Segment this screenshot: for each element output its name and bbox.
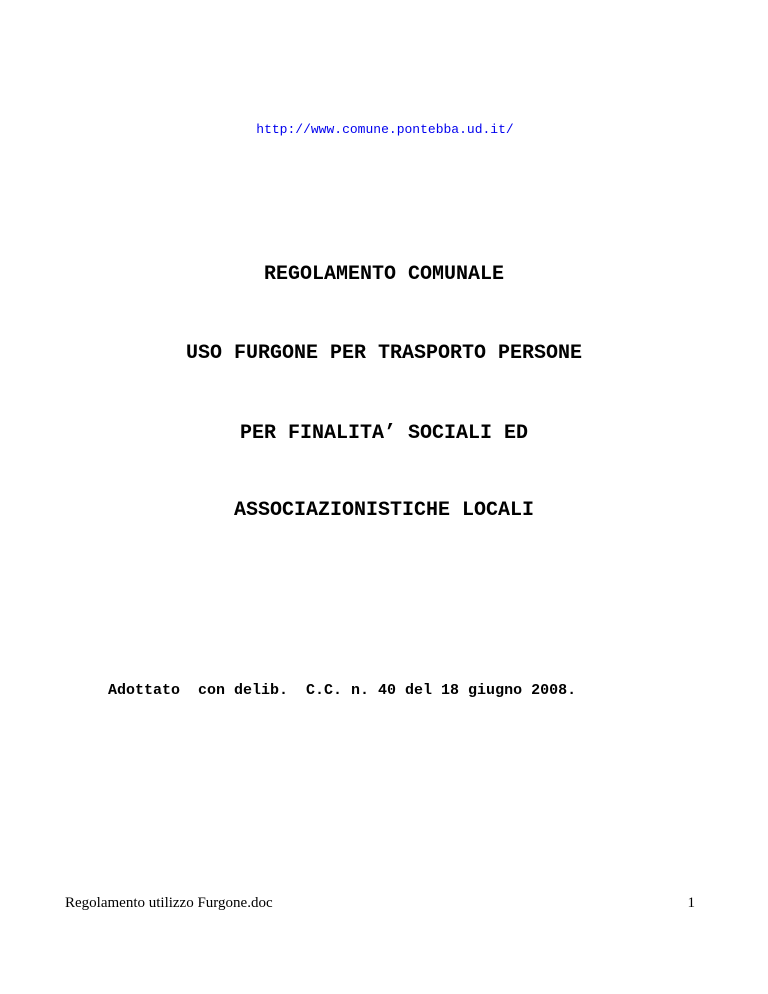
document-title-line-3: PER FINALITA’ SOCIALI ED [239, 422, 529, 445]
footer-filename: Regolamento utilizzo Furgone.doc [65, 895, 273, 911]
document-title-line-4: ASSOCIAZIONISTICHE LOCALI [233, 499, 535, 522]
website-link[interactable] [0, 120, 768, 140]
document-title-line-2: USO FURGONE PER TRASPORTO PERSONE [185, 342, 583, 365]
document-title-line-1: REGOLAMENTO COMUNALE [263, 263, 505, 286]
website-link-text[interactable]: http://www.comune.pontebba.ud.it/ [256, 122, 514, 137]
footer-page-number: 1 [687, 895, 695, 911]
adoption-note: Adottato con delib. C.C. n. 40 del 18 giugno 2008. [108, 682, 577, 699]
